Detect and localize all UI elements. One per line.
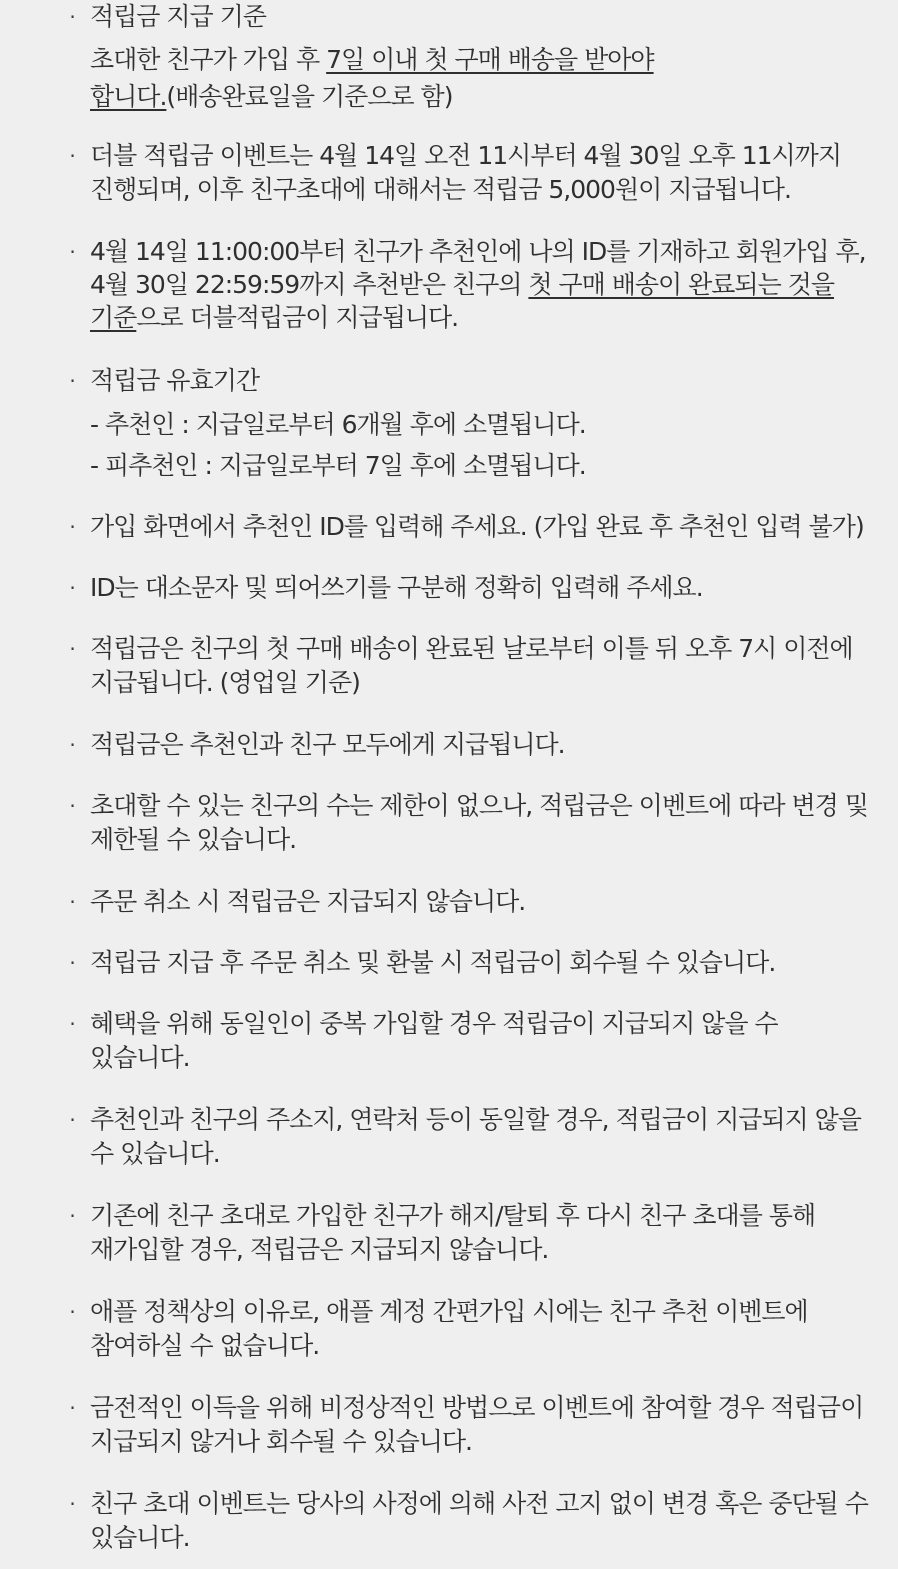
- notice-line: [90, 728, 565, 762]
- notice-text: 추천인과 친구의 주소지, 연락처 등이 동일할 경우, 적립금이 지급되지 않을: [90, 1105, 861, 1134]
- notice-line: [90, 885, 525, 919]
- notice-line: [90, 408, 586, 442]
- notice-line: [90, 789, 868, 823]
- notice-text: 초대할 수 있는 친구의 수는 제한이 없으나, 적립금은 이벤트에 따라 변경 및: [90, 791, 868, 820]
- notice-text: 친구 초대 이벤트는 당사의 사정에 의해 사전 고지 없이 변경 혹은 중단될 수: [90, 1489, 868, 1518]
- notice-text: 적립금은 추천인과 친구 모두에게 지급됩니다.: [90, 730, 565, 759]
- bullet-icon: ·: [69, 240, 75, 264]
- bullet-icon: ·: [69, 144, 75, 168]
- notice-line: [90, 268, 834, 302]
- notice-line: [90, 449, 586, 483]
- notice-text: 적립금 유효기간: [90, 366, 259, 395]
- notice-line: [90, 1295, 808, 1329]
- underlined-text: 첫 구매 배송이 완료되는 것을: [528, 270, 834, 299]
- notice-text: 기존에 친구 초대로 가입한 친구가 해지/탈퇴 후 다시 친구 초대를 통해: [90, 1201, 816, 1230]
- notice-line: [90, 1007, 778, 1041]
- bullet-icon: ·: [69, 1492, 75, 1516]
- bullet-icon: ·: [69, 515, 75, 539]
- notice-line: [90, 301, 458, 335]
- notice-line: [90, 80, 452, 114]
- notice-line: [90, 571, 703, 605]
- bullet-icon: ·: [69, 637, 75, 661]
- notice-line: [90, 510, 864, 544]
- notice-text: (배송완료일을 기준으로 함): [166, 82, 453, 111]
- notice-line: [90, 1425, 472, 1459]
- notice-text: 있습니다.: [90, 1043, 190, 1072]
- notice-text: 가입 화면에서 추천인 ID를 입력해 주세요. (가입 완료 후 추천인 입력 불가): [90, 512, 864, 541]
- bullet-icon: ·: [69, 1204, 75, 1228]
- bullet-icon: ·: [69, 1300, 75, 1324]
- bullet-icon: ·: [69, 5, 75, 29]
- notice-line: [90, 0, 266, 34]
- notice-text: - 피추천인 : 지급일로부터 7일 후에 소멸됩니다.: [90, 451, 586, 480]
- notice-line: [90, 823, 296, 857]
- underlined-text: 합니다.: [90, 82, 167, 111]
- notice-line: [90, 1329, 319, 1363]
- notice-text: 재가입할 경우, 적립금은 지급되지 않습니다.: [90, 1235, 549, 1264]
- notice-text: 진행되며, 이후 친구초대에 대해서는 적립금 5,000원이 지급됩니다.: [90, 175, 791, 204]
- notice-text: 참여하실 수 없습니다.: [90, 1331, 320, 1360]
- notice-text: 적립금 지급 기준: [90, 2, 266, 31]
- notice-text: 더블 적립금 이벤트는 4월 14일 오전 11시부터 4월 30일 오후 11시까지: [90, 141, 841, 170]
- notice-text: 수 있습니다.: [90, 1139, 220, 1168]
- bullet-icon: ·: [69, 1108, 75, 1132]
- notice-text: 주문 취소 시 적립금은 지급되지 않습니다.: [90, 887, 526, 916]
- notice-line: [90, 1233, 548, 1267]
- bullet-icon: ·: [69, 733, 75, 757]
- notice-text: 초대한 친구가 가입 후: [90, 45, 327, 74]
- notice-text: 제한될 수 있습니다.: [90, 825, 297, 854]
- notice-line: [90, 1391, 863, 1425]
- notice-line: [90, 632, 853, 666]
- notice-line: [90, 1137, 220, 1171]
- notice-text: 있습니다.: [90, 1523, 190, 1552]
- notice-line: [90, 173, 791, 207]
- notice-text: 혜택을 위해 동일인이 중복 가입할 경우 적립금이 지급되지 않을 수: [90, 1009, 778, 1038]
- notice-line: [90, 43, 654, 77]
- notice-line: [90, 235, 866, 269]
- notice-line: [90, 946, 775, 980]
- bullet-icon: ·: [69, 1012, 75, 1036]
- notice-text: 애플 정책상의 이유로, 애플 계정 간편가입 시에는 친구 추천 이벤트에: [90, 1297, 808, 1326]
- notice-line: [90, 1103, 861, 1137]
- bullet-icon: ·: [69, 1396, 75, 1420]
- notice-text: 4월 30일 22:59:59까지 추천받은 친구의: [90, 270, 529, 299]
- notice-text: 금전적인 이득을 위해 비정상적인 방법으로 이벤트에 참여할 경우 적립금이: [90, 1393, 864, 1422]
- notice-text: 지급되지 않거나 회수될 수 있습니다.: [90, 1427, 472, 1456]
- notice-line: [90, 666, 360, 700]
- notice-line: [90, 1041, 190, 1075]
- notice-text: 4월 14일 11:00:00부터 친구가 추천인에 나의 ID를 기재하고 회원가입 후,: [90, 237, 866, 266]
- bullet-icon: ·: [69, 951, 75, 975]
- notice-text: 으로 더블적립금이 지급됩니다.: [136, 303, 459, 332]
- notice-text: - 추천인 : 지급일로부터 6개월 후에 소멸됩니다.: [90, 410, 586, 439]
- bullet-icon: ·: [69, 576, 75, 600]
- notice-text: 적립금 지급 후 주문 취소 및 환불 시 적립금이 회수될 수 있습니다.: [90, 948, 776, 977]
- notice-line: [90, 1199, 815, 1233]
- notice-line: [90, 1487, 868, 1521]
- bullet-icon: ·: [69, 794, 75, 818]
- underlined-text: 7일 이내 첫 구매 배송을 받아야: [326, 45, 654, 74]
- notice-line: [90, 1521, 190, 1555]
- notice-text: 적립금은 친구의 첫 구매 배송이 완료된 날로부터 이틀 뒤 오후 7시 이전에: [90, 634, 853, 663]
- bullet-icon: ·: [69, 890, 75, 914]
- bullet-icon: ·: [69, 369, 75, 393]
- notice-line: [90, 139, 841, 173]
- notice-text: 지급됩니다. (영업일 기준): [90, 668, 360, 697]
- notice-line: [90, 364, 259, 398]
- notice-text: ID는 대소문자 및 띄어쓰기를 구분해 정확히 입력해 주세요.: [90, 573, 703, 602]
- underlined-text: 기준: [90, 303, 137, 332]
